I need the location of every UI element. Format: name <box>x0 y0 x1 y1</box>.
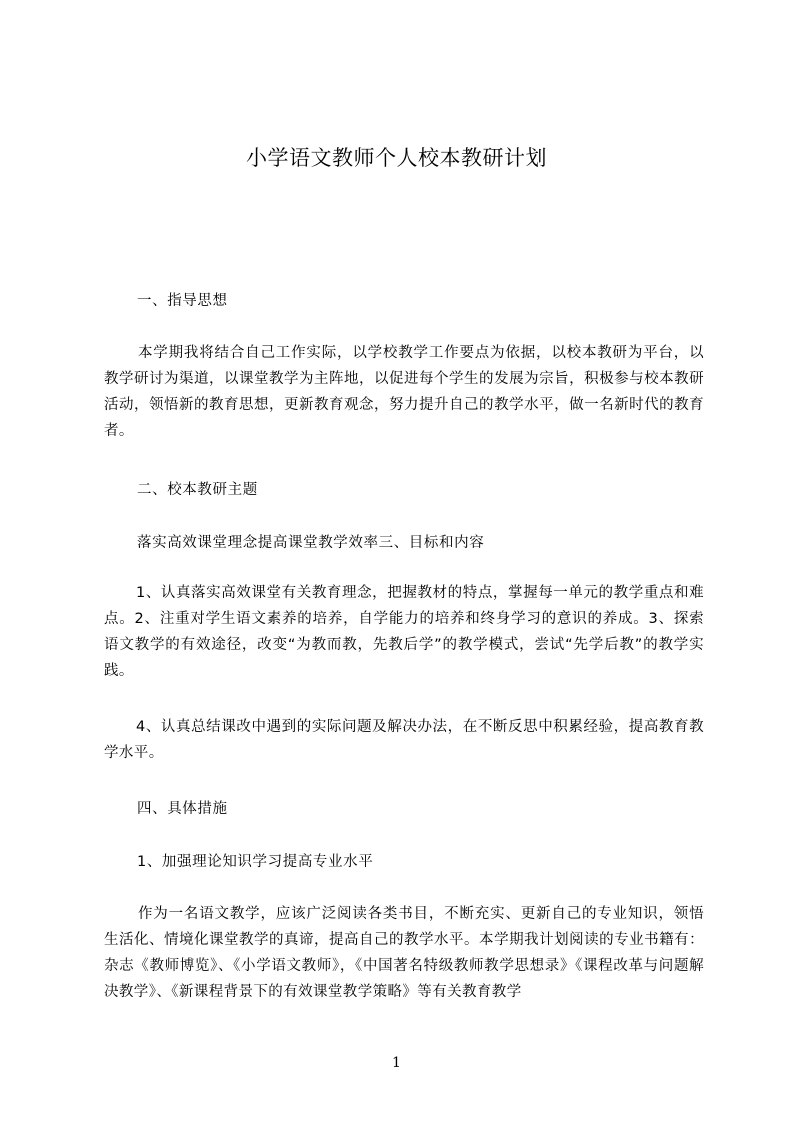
section-heading-research-theme: 二、校本教研主题 <box>137 482 258 498</box>
paragraph-guiding-thought: 本学期我将结合自己工作实际，以学校教学工作要点为依据，以校本教研为平台，以教学研讨为渠道，以课堂教学为主阵地，以促进每个学生的发展为宗旨，积极参与校本教研活动，领悟新的教育思想，更新教育观念，努力提升自己的教学水平，做一名新时代的教育者。 <box>104 345 704 439</box>
section-heading-measures: 四、具体措施 <box>137 801 228 817</box>
paragraph-research-theme: 落实高效课堂理念提高课堂教学效率三、目标和内容 <box>137 535 485 551</box>
subheading-theory-study: 1、加强理论知识学习提高专业水平 <box>137 854 374 870</box>
section-heading-guiding-thought: 一、指导思想 <box>137 293 228 309</box>
paragraph-goals-items-1-3: 1、认真落实高效课堂有关教育理念，把握教材的特点，掌握每一单元的教学重点和难点。2、注重对学生语文素养的培养，自学能力的培养和终身学习的意识的养成。3、探索语文教学的有效途径，改变“为教而教，先教后学”的教学模式，尝试“先学后教”的教学实践。 <box>104 585 704 679</box>
paragraph-theory-study: 作为一名语文教学，应该广泛阅读各类书目，不断充实、更新自己的专业知识，领悟生活化、情境化课堂教学的真谛，提高自己的教学水平。本学期我计划阅读的专业书籍有：杂志《教师博览》、《小学语文教师》，《中国著名特级教师教学思想录》《课程改革与问题解决教学》、《新课程背景下的有效课堂教学策略》等有关教育教学 <box>104 906 704 1000</box>
paragraph-goals-item-4: 4、认真总结课改中遇到的实际问题及解决办法，在不断反思中积累经验，提高教育教学水平。 <box>104 719 704 761</box>
document-title: 小学语文教师个人校本教研计划 <box>246 146 547 170</box>
page-number: 1 <box>392 1055 401 1071</box>
